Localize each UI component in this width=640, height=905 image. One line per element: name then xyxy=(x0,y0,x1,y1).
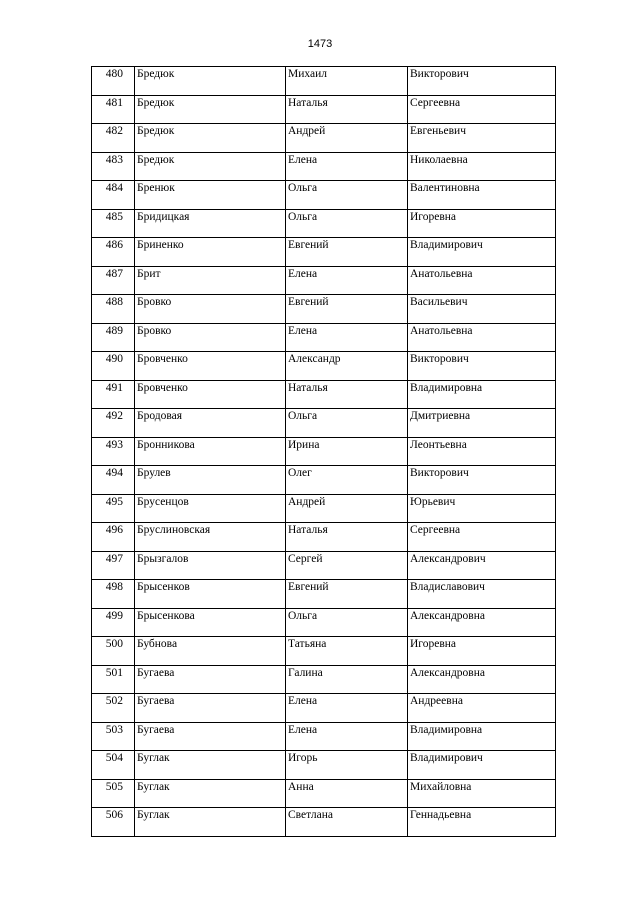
patronymic-cell: Анатольевна xyxy=(408,323,556,352)
row-number-cell: 498 xyxy=(92,580,135,609)
table-row xyxy=(92,323,556,352)
row-number-cell: 481 xyxy=(92,95,135,124)
row-number-cell: 487 xyxy=(92,266,135,295)
row-number-cell: 485 xyxy=(92,209,135,238)
first-name-cell: Наталья xyxy=(286,523,408,552)
row-number-cell: 504 xyxy=(92,751,135,780)
patronymic-cell: Дмитриевна xyxy=(408,409,556,438)
table-row xyxy=(92,124,556,153)
patronymic-cell: Анатольевна xyxy=(408,266,556,295)
patronymic-cell: Александровна xyxy=(408,608,556,637)
row-number-cell: 480 xyxy=(92,67,135,96)
patronymic-cell: Васильевич xyxy=(408,295,556,324)
table-row xyxy=(92,238,556,267)
first-name-cell: Андрей xyxy=(286,494,408,523)
table-row xyxy=(92,437,556,466)
patronymic-cell: Владимировна xyxy=(408,380,556,409)
table-row xyxy=(92,779,556,808)
surname-cell: Буглак xyxy=(135,751,286,780)
page-number: 1473 xyxy=(307,38,333,50)
surname-cell: Бровко xyxy=(135,323,286,352)
patronymic-cell: Игоревна xyxy=(408,637,556,666)
surname-cell: Брысенков xyxy=(135,580,286,609)
patronymic-cell: Андреевна xyxy=(408,694,556,723)
name-list-body xyxy=(92,67,556,837)
table-row xyxy=(92,751,556,780)
first-name-cell: Сергей xyxy=(286,551,408,580)
patronymic-cell: Викторович xyxy=(408,67,556,96)
row-number-cell: 503 xyxy=(92,722,135,751)
first-name-cell: Анна xyxy=(286,779,408,808)
surname-cell: Бронникова xyxy=(135,437,286,466)
row-number-cell: 486 xyxy=(92,238,135,267)
first-name-cell: Александр xyxy=(286,352,408,381)
table-row xyxy=(92,209,556,238)
row-number-cell: 495 xyxy=(92,494,135,523)
surname-cell: Брит xyxy=(135,266,286,295)
surname-cell: Бубнова xyxy=(135,637,286,666)
first-name-cell: Елена xyxy=(286,266,408,295)
row-number-cell: 493 xyxy=(92,437,135,466)
table-row xyxy=(92,523,556,552)
table-row xyxy=(92,637,556,666)
surname-cell: Бровко xyxy=(135,295,286,324)
table-row xyxy=(92,580,556,609)
patronymic-cell: Владиславович xyxy=(408,580,556,609)
surname-cell: Бруслиновская xyxy=(135,523,286,552)
row-number-cell: 501 xyxy=(92,665,135,694)
first-name-cell: Андрей xyxy=(286,124,408,153)
table-row xyxy=(92,352,556,381)
patronymic-cell: Сергеевна xyxy=(408,523,556,552)
first-name-cell: Ольга xyxy=(286,608,408,637)
patronymic-cell: Валентиновна xyxy=(408,181,556,210)
surname-cell: Брусенцов xyxy=(135,494,286,523)
row-number-cell: 494 xyxy=(92,466,135,495)
patronymic-cell: Владимировна xyxy=(408,722,556,751)
surname-cell: Бредюк xyxy=(135,95,286,124)
table-row xyxy=(92,266,556,295)
first-name-cell: Ирина xyxy=(286,437,408,466)
table-row xyxy=(92,95,556,124)
table-row xyxy=(92,466,556,495)
surname-cell: Бугаева xyxy=(135,722,286,751)
surname-cell: Бугаева xyxy=(135,665,286,694)
row-number-cell: 491 xyxy=(92,380,135,409)
row-number-cell: 492 xyxy=(92,409,135,438)
surname-cell: Брызгалов xyxy=(135,551,286,580)
table-row xyxy=(92,694,556,723)
surname-cell: Буглак xyxy=(135,779,286,808)
surname-cell: Брулев xyxy=(135,466,286,495)
table-row xyxy=(92,608,556,637)
first-name-cell: Евгений xyxy=(286,295,408,324)
first-name-cell: Елена xyxy=(286,152,408,181)
surname-cell: Бугаева xyxy=(135,694,286,723)
surname-cell: Бровченко xyxy=(135,352,286,381)
first-name-cell: Светлана xyxy=(286,808,408,837)
first-name-cell: Татьяна xyxy=(286,637,408,666)
table-row xyxy=(92,409,556,438)
patronymic-cell: Михайловна xyxy=(408,779,556,808)
patronymic-cell: Владимирович xyxy=(408,238,556,267)
first-name-cell: Елена xyxy=(286,722,408,751)
row-number-cell: 500 xyxy=(92,637,135,666)
first-name-cell: Ольга xyxy=(286,209,408,238)
row-number-cell: 506 xyxy=(92,808,135,837)
first-name-cell: Ольга xyxy=(286,181,408,210)
surname-cell: Бридицкая xyxy=(135,209,286,238)
first-name-cell: Наталья xyxy=(286,95,408,124)
table-row xyxy=(92,295,556,324)
table-row xyxy=(92,380,556,409)
row-number-cell: 488 xyxy=(92,295,135,324)
surname-cell: Бровченко xyxy=(135,380,286,409)
first-name-cell: Евгений xyxy=(286,238,408,267)
table-row xyxy=(92,551,556,580)
first-name-cell: Игорь xyxy=(286,751,408,780)
patronymic-cell: Игоревна xyxy=(408,209,556,238)
table-row xyxy=(92,722,556,751)
patronymic-cell: Сергеевна xyxy=(408,95,556,124)
surname-cell: Бредюк xyxy=(135,152,286,181)
patronymic-cell: Викторович xyxy=(408,352,556,381)
surname-cell: Буглак xyxy=(135,808,286,837)
first-name-cell: Елена xyxy=(286,694,408,723)
first-name-cell: Наталья xyxy=(286,380,408,409)
table-row xyxy=(92,67,556,96)
surname-cell: Бредюк xyxy=(135,124,286,153)
row-number-cell: 482 xyxy=(92,124,135,153)
table-row xyxy=(92,181,556,210)
surname-cell: Брысенкова xyxy=(135,608,286,637)
first-name-cell: Ольга xyxy=(286,409,408,438)
name-list-table xyxy=(91,66,556,837)
patronymic-cell: Евгеньевич xyxy=(408,124,556,153)
row-number-cell: 483 xyxy=(92,152,135,181)
table-row xyxy=(92,152,556,181)
first-name-cell: Михаил xyxy=(286,67,408,96)
first-name-cell: Елена xyxy=(286,323,408,352)
patronymic-cell: Геннадьевна xyxy=(408,808,556,837)
table-row xyxy=(92,494,556,523)
row-number-cell: 489 xyxy=(92,323,135,352)
row-number-cell: 497 xyxy=(92,551,135,580)
first-name-cell: Галина xyxy=(286,665,408,694)
row-number-cell: 490 xyxy=(92,352,135,381)
table-row xyxy=(92,665,556,694)
row-number-cell: 496 xyxy=(92,523,135,552)
row-number-cell: 499 xyxy=(92,608,135,637)
surname-cell: Бредюк xyxy=(135,67,286,96)
row-number-cell: 484 xyxy=(92,181,135,210)
patronymic-cell: Александрович xyxy=(408,551,556,580)
patronymic-cell: Николаевна xyxy=(408,152,556,181)
patronymic-cell: Юрьевич xyxy=(408,494,556,523)
surname-cell: Бродовая xyxy=(135,409,286,438)
surname-cell: Бриненко xyxy=(135,238,286,267)
patronymic-cell: Александровна xyxy=(408,665,556,694)
row-number-cell: 505 xyxy=(92,779,135,808)
first-name-cell: Олег xyxy=(286,466,408,495)
surname-cell: Бренюк xyxy=(135,181,286,210)
row-number-cell: 502 xyxy=(92,694,135,723)
table-row xyxy=(92,808,556,837)
patronymic-cell: Владимирович xyxy=(408,751,556,780)
first-name-cell: Евгений xyxy=(286,580,408,609)
patronymic-cell: Викторович xyxy=(408,466,556,495)
patronymic-cell: Леонтьевна xyxy=(408,437,556,466)
